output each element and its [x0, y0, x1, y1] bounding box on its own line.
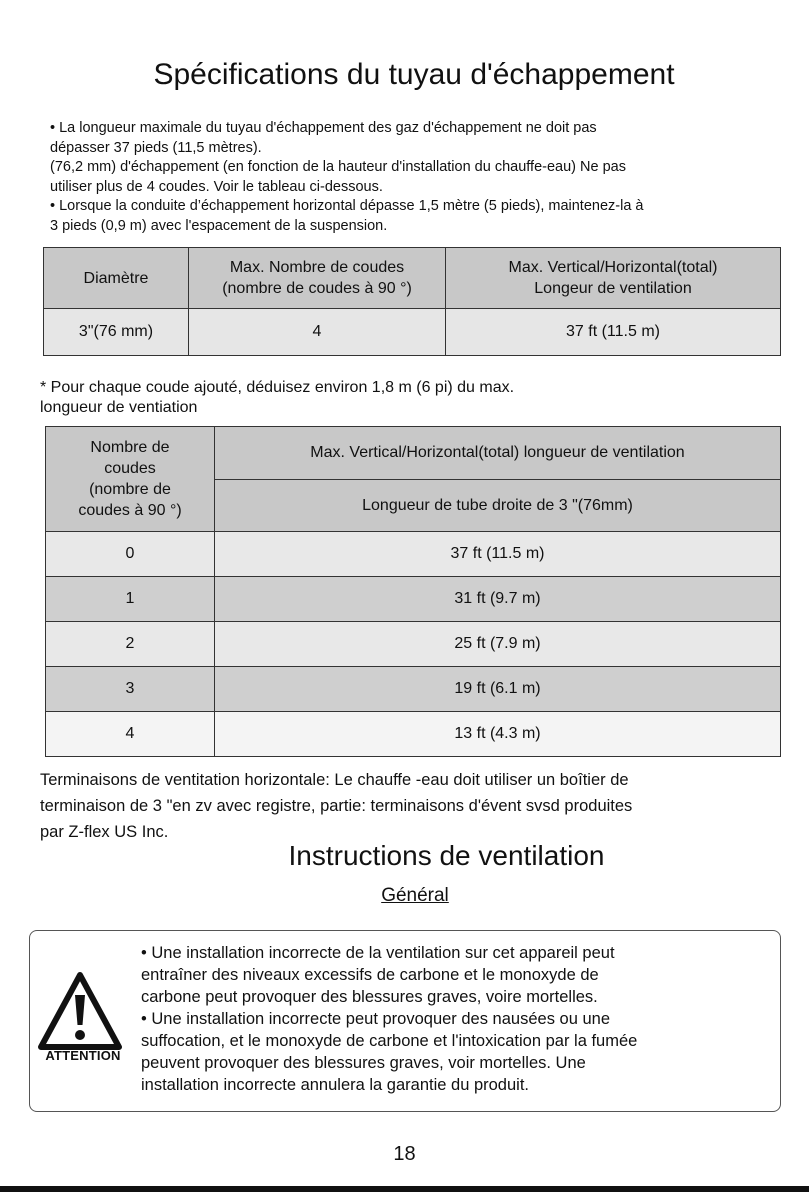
cell-length: 13 ft (4.3 m): [215, 712, 781, 757]
page-title: Spécifications du tuyau d'échappement: [153, 58, 675, 91]
warning-label: ATTENTION: [45, 1048, 121, 1063]
note-line: longueur de ventiation: [40, 399, 198, 416]
header-line: Longeur de ventilation: [534, 280, 692, 297]
intro-line: dépasser 37 pieds (11,5 mètres).: [50, 139, 262, 156]
header-diameter: Diamètre: [44, 248, 189, 309]
header-max-elbows: [189, 248, 446, 309]
table-row: [46, 532, 781, 577]
header-elbow-count: [46, 427, 215, 532]
intro-line: (76,2 mm) d'échappement (en fonction de la hauteur d'installation du chauffe-eau) Ne pas: [50, 159, 626, 175]
warning-line: • Une installation incorrecte peut provoquer des nausées ou une: [141, 1010, 610, 1028]
termination-line: Terminaisons de ventitation horizontale: Le chauffe -eau doit utiliser un boîtier de: [40, 771, 629, 789]
table-row: [46, 667, 781, 712]
header-line: (nombre de: [89, 481, 171, 498]
cell-length: 19 ft (6.1 m): [215, 667, 781, 712]
cell-elbows: 4: [189, 309, 446, 356]
header-max-length: [446, 248, 781, 309]
intro-line: 3 pieds (0,9 m) avec l'espacement de la suspension.: [50, 217, 388, 234]
header-line: coudes à 90 °): [78, 502, 182, 519]
cell-diameter: 3"(76 mm): [44, 309, 189, 356]
termination-line: terminaison de 3 "en zv avec registre, partie: terminaisons d'évent svsd produites: [40, 797, 633, 815]
warning-text: [141, 942, 771, 1096]
table-row: [46, 712, 781, 757]
section-title: Instructions de ventilation: [288, 840, 605, 871]
header-line: Max. Vertical/Horizontal(total): [508, 259, 718, 276]
table-row: [44, 309, 781, 356]
warning-line: entraîner des niveaux excessifs de carbone et le monoxyde de: [141, 966, 599, 984]
header-line: Nombre de: [90, 439, 170, 456]
cell-length: 31 ft (9.7 m): [215, 577, 781, 622]
termination-line: par Z-flex US Inc.: [40, 823, 169, 841]
header-line: Max. Nombre de coudes: [229, 259, 405, 276]
header-straight-tube-length: Longueur de tube droite de 3 "(76mm): [215, 479, 781, 532]
intro-line: • Lorsque la conduite d’échappement horizontal dépasse 1,5 mètre (5 pieds), maintenez-la à: [50, 198, 644, 214]
intro-line: • La longueur maximale du tuyau d'échappement des gaz d'échappement ne doit pas: [50, 120, 597, 136]
intro-paragraph: [50, 119, 795, 236]
termination-paragraph: [40, 767, 800, 845]
warning-box: [29, 930, 781, 1112]
cell-elbows: 0: [46, 532, 215, 577]
table-row: [46, 622, 781, 667]
page-number: 18: [393, 1143, 416, 1165]
header-line: coudes: [104, 460, 156, 477]
elbow-length-table: [45, 426, 781, 757]
warning-line: carbone peut provoquer des blessures graves, voire mortelles.: [141, 988, 598, 1006]
diameter-spec-table: [43, 247, 781, 356]
header-line: (nombre de coudes à 90 °): [222, 280, 412, 297]
cell-elbows: 4: [46, 712, 215, 757]
intro-line: utiliser plus de 4 coudes. Voir le tableau ci-dessous.: [50, 178, 383, 195]
cell-length: 37 ft (11.5 m): [446, 309, 781, 356]
warning-line: suffocation, et le monoxyde de carbone et l'intoxication par la fumée: [141, 1032, 638, 1050]
note-line: * Pour chaque coude ajouté, déduisez environ 1,8 m (6 pi) du max.: [40, 379, 515, 396]
cell-length: 37 ft (11.5 m): [215, 532, 781, 577]
cell-elbows: 1: [46, 577, 215, 622]
header-max-length: Max. Vertical/Horizontal(total) longueur de ventilation: [215, 427, 781, 480]
cell-elbows: 3: [46, 667, 215, 712]
bottom-rule: [0, 1186, 809, 1192]
cell-length: 25 ft (7.9 m): [215, 622, 781, 667]
warning-line: • Une installation incorrecte de la ventilation sur cet appareil peut: [141, 944, 615, 962]
cell-elbows: 2: [46, 622, 215, 667]
warning-triangle-icon: [37, 969, 123, 1059]
table-header-row: [46, 427, 781, 480]
table-header-row: [44, 248, 781, 309]
warning-line: peuvent provoquer des blessures graves, voir mortelles. Une: [141, 1054, 586, 1072]
elbow-deduction-note: [40, 378, 514, 418]
table-row: [46, 577, 781, 622]
warning-line: installation incorrecte annulera la garantie du produit.: [141, 1076, 529, 1094]
section-subtitle: Général: [381, 885, 449, 906]
